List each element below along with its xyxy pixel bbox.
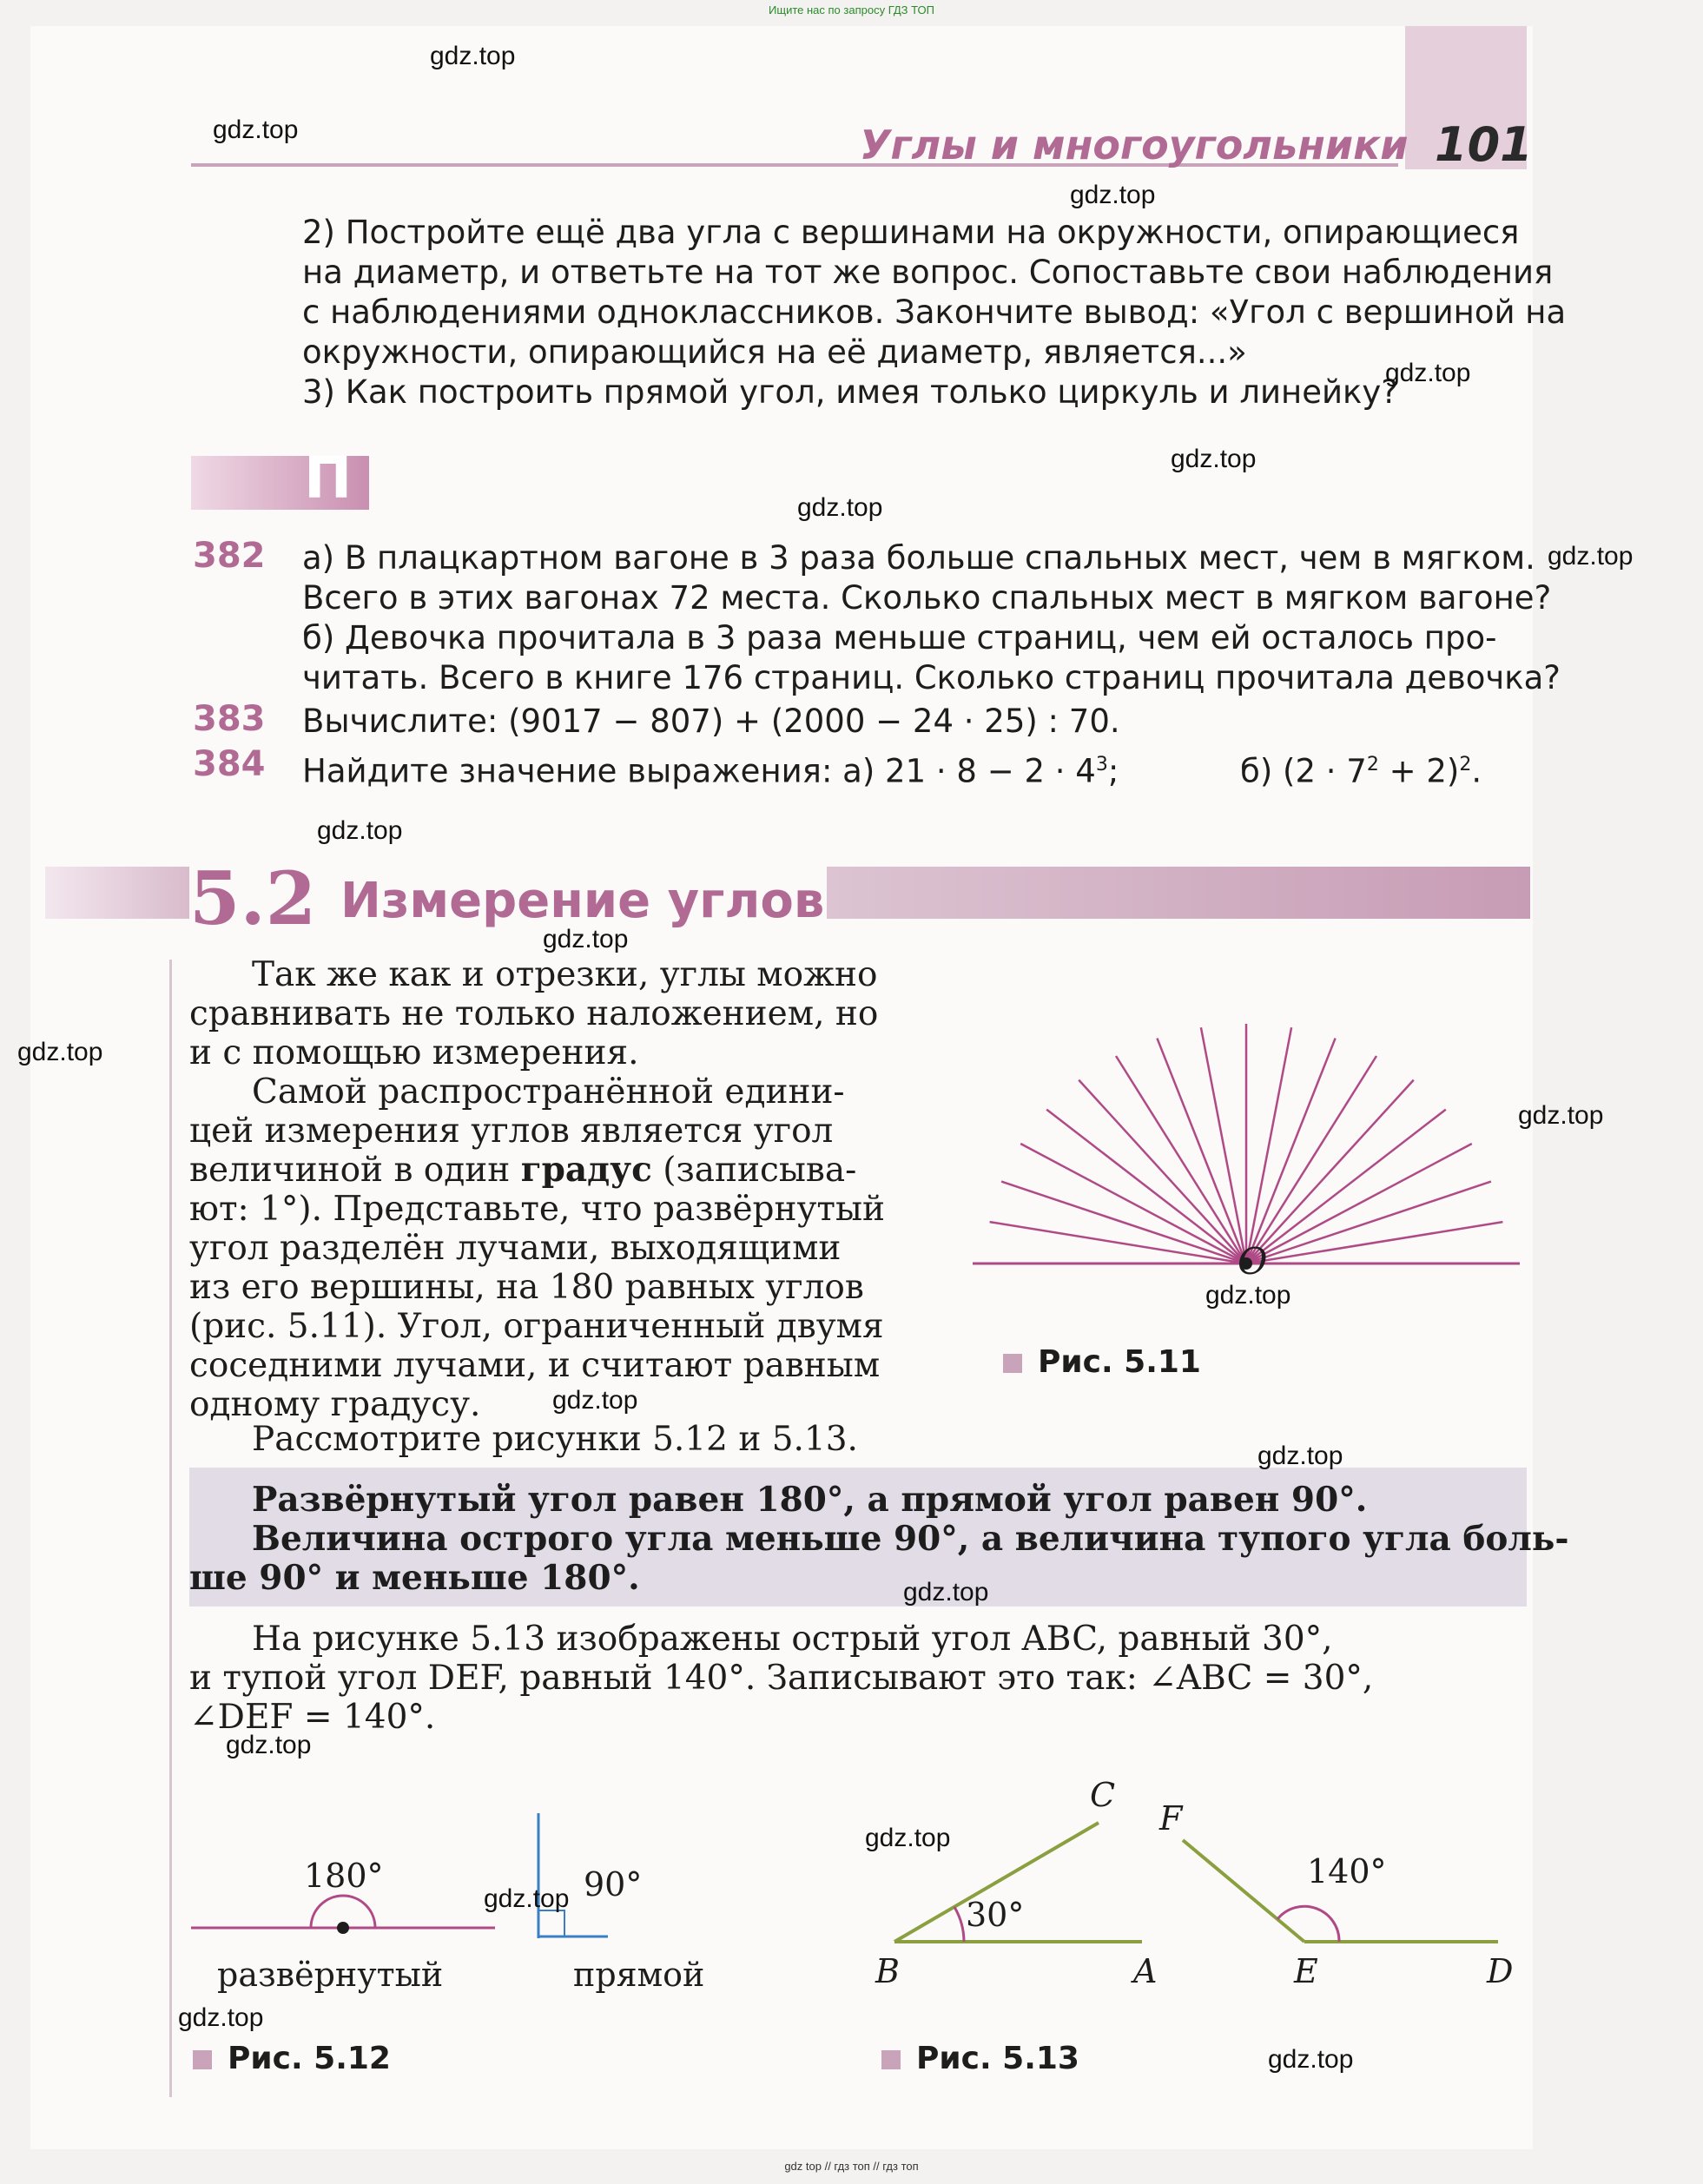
obtuse-angle-value: 140° — [1307, 1852, 1387, 1890]
task-line: читать. Всего в книге 176 страниц. Сколько страниц прочитала девочка? — [302, 659, 1561, 696]
watermark: gdz.top — [17, 1038, 103, 1066]
point-e: E — [1294, 1952, 1318, 1990]
straight-angle-vertex — [337, 1922, 349, 1934]
text-line: соседними лучами, и считают равным — [189, 1346, 881, 1385]
right-angle-name: прямой — [573, 1956, 705, 1994]
task-number: 382 — [193, 536, 266, 576]
straight-angle-value: 180° — [304, 1857, 384, 1895]
paragraph-2 — [189, 1072, 954, 1424]
caption-text: Рис. 5.11 — [1038, 1344, 1201, 1380]
task-number: 383 — [193, 699, 266, 739]
exponent: 2 — [1366, 754, 1379, 775]
rule-line: Величина острого угла меньше 90°, а величина тупого угла боль- — [252, 1519, 1569, 1559]
task-line: а) В плацкартном вагоне в 3 раза больше спальных мест, чем в мягком. — [302, 539, 1535, 577]
section-band — [827, 867, 1530, 919]
straight-angle-name: развёрнутый — [217, 1956, 444, 1994]
watermark: gdz.top — [1268, 2045, 1354, 2074]
exercise-line: с наблюдениями одноклассников. Закончите вывод: «Угол с вершиной на — [302, 294, 1567, 331]
watermark: gdz.top — [1548, 542, 1634, 571]
task-line: Всего в этих вагонах 72 места. Сколько спальных мест в мягком вагоне? — [302, 579, 1552, 617]
task-text: б) (2 · 7 — [1240, 752, 1367, 790]
section-number: 5.2 — [189, 855, 317, 941]
section-band-left — [45, 867, 189, 919]
watermark: gdz.top — [1518, 1101, 1604, 1130]
text-line: и с помощью измерения. — [189, 1033, 639, 1072]
point-c: C — [1090, 1776, 1116, 1814]
task-line: Вычислите: (9017 − 807) + (2000 − 24 · 25) : 70. — [302, 703, 1120, 740]
text-line: (рис. 5.11). Угол, ограниченный двумя — [189, 1307, 884, 1346]
exercise-tail — [302, 213, 1566, 412]
right-angle-mark — [538, 1910, 564, 1937]
caption-5-13 — [881, 2041, 1079, 2076]
exercise-line: 2) Постройте ещё два угла с вершинами на окружности, опирающиеся — [302, 214, 1520, 251]
point-d: D — [1487, 1952, 1514, 1990]
watermark: gdz.top — [865, 1824, 951, 1852]
text-line — [189, 1151, 954, 1190]
acute-angle-arc — [954, 1907, 964, 1942]
task-text: ; — [1107, 752, 1119, 790]
exponent: 2 — [1459, 754, 1472, 775]
exercise-line: 3) Как построить прямой угол, имея только циркуль и линейку? — [302, 373, 1398, 411]
watermark: gdz.top — [552, 1386, 638, 1415]
text-line: и тупой угол DEF, равный 140°. Записывают это так: ∠ABC = 30°, — [189, 1659, 1374, 1698]
margin-bar — [169, 960, 172, 2097]
caption-marker — [881, 2050, 901, 2069]
watermark: gdz.top — [1070, 181, 1156, 209]
caption-text: Рис. 5.12 — [228, 2041, 391, 2076]
vertex-label-o: O — [1238, 1240, 1268, 1283]
text-line: Так же как и отрезки, углы можно — [252, 955, 878, 994]
rule-line: ше 90° и меньше 180°. — [189, 1558, 640, 1598]
chapter-title: Углы и многоугольники — [860, 122, 1409, 168]
watermark: gdz.top — [1171, 445, 1257, 473]
point-b: B — [875, 1952, 900, 1990]
task-text: + 2) — [1378, 752, 1460, 790]
task-384-b — [1240, 745, 1482, 791]
text-line: цей измерения углов является угол — [189, 1112, 834, 1151]
text-line: угол разделён лучами, выходящими — [189, 1229, 842, 1268]
paragraph-4 — [189, 1620, 1373, 1737]
text-line: одному градусу. — [189, 1385, 481, 1424]
practice-marker-letter: П — [304, 445, 353, 511]
text-line: ют: 1°). Представьте, что развёрнутый — [189, 1190, 886, 1229]
figure-5-12 — [182, 1789, 608, 1963]
text-run: величиной в один — [189, 1151, 511, 1190]
watermark: gdz.top — [317, 816, 403, 845]
text-line: из его вершины, на 180 равных углов — [189, 1268, 864, 1307]
caption-text: Рис. 5.13 — [916, 2041, 1079, 2076]
text-line: сравнивать не только наложением, но — [189, 994, 879, 1033]
top-note: Ищите нас по запросу ГДЗ ТОП — [769, 3, 934, 16]
point-a: A — [1133, 1952, 1158, 1990]
exponent: 3 — [1095, 754, 1108, 775]
caption-marker — [193, 2050, 212, 2069]
page-number: 101 — [1435, 117, 1533, 172]
caption-5-11 — [1003, 1344, 1201, 1380]
watermark: gdz.top — [1257, 1442, 1343, 1470]
task-text: Найдите значение выражения: а) 21 · 8 − 2 · 4 — [302, 752, 1096, 790]
obtuse-angle-arc — [1277, 1906, 1339, 1942]
caption-5-12 — [193, 2041, 391, 2076]
acute-angle-value: 30° — [966, 1896, 1025, 1934]
watermark: gdz.top — [1205, 1281, 1291, 1310]
task-382 — [302, 538, 1561, 698]
task-text: . — [1471, 752, 1482, 790]
task-383 — [302, 702, 1120, 742]
paragraph-3: Рассмотрите рисунки 5.12 и 5.13. — [252, 1420, 858, 1459]
exercise-line: окружности, опирающийся на её диаметр, является...» — [302, 333, 1247, 371]
section-title: Измерение углов — [340, 873, 825, 929]
exercise-line: на диаметр, и ответьте на тот же вопрос. Сопоставьте свои наблюдения — [302, 254, 1554, 291]
point-f: F — [1159, 1799, 1183, 1838]
text-line: Самой распространённой едини- — [252, 1072, 845, 1112]
watermark: gdz.top — [543, 925, 629, 953]
text-line: ∠DEF = 140°. — [189, 1698, 436, 1737]
paragraph-1 — [189, 955, 954, 1072]
text-run: (записыва- — [663, 1151, 857, 1190]
watermark: gdz.top — [484, 1884, 570, 1913]
watermark: gdz.top — [226, 1731, 312, 1759]
right-angle-value: 90° — [584, 1865, 643, 1904]
watermark: gdz.top — [903, 1578, 989, 1607]
caption-marker — [1003, 1354, 1022, 1373]
text-line: На рисунке 5.13 изображены острый угол ABC, равный 30°, — [252, 1620, 1333, 1659]
term-degree: градус — [520, 1150, 652, 1190]
watermark: gdz.top — [213, 115, 299, 144]
task-384-a — [302, 745, 1119, 791]
watermark: gdz.top — [1385, 359, 1471, 387]
watermark: gdz.top — [178, 2003, 264, 2032]
bottom-note: gdz top // гдз топ // гдз топ — [784, 2160, 919, 2173]
watermark: gdz.top — [797, 493, 883, 522]
task-line: б) Девочка прочитала в 3 раза меньше страниц, чем ей осталось про- — [302, 619, 1497, 657]
task-number: 384 — [193, 744, 266, 784]
ray-ef — [1183, 1840, 1304, 1942]
ray-fan — [990, 1024, 1503, 1264]
watermark: gdz.top — [430, 42, 516, 70]
rule-line: Развёрнутый угол равен 180°, а прямой угол равен 90°. — [252, 1480, 1368, 1520]
